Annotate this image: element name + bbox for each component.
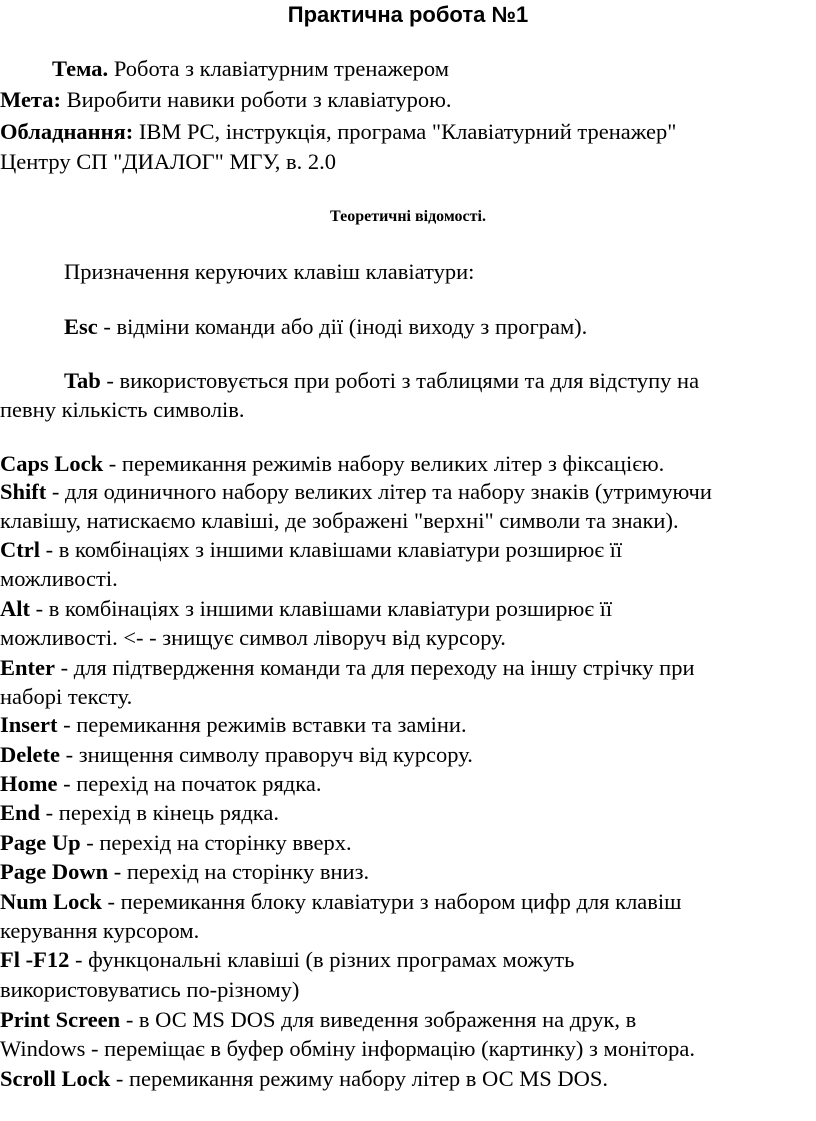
topic-line <box>52 55 449 83</box>
key-shift-cont: клавішу, натискаємо клавіші, де зображені "верхні" символи та знаки). <box>0 508 679 533</box>
key-alt-cont: можливості. <- - знищує символ ліворуч від курсору. <box>0 625 506 650</box>
equipment-line <box>0 118 676 146</box>
key-desc: - використовується при роботі з таблицями та для відступу на <box>100 368 700 393</box>
key-desc: - в комбінаціях з іншими клавішами клавіатури розширює її <box>30 596 613 621</box>
key-desc: - перехід в кінець рядка. <box>40 800 279 825</box>
key-function <box>0 946 574 974</box>
key-tab-cont: певну кількість символів. <box>0 397 245 422</box>
section-title-text: Теоретичні відомості. <box>330 208 486 225</box>
goal-text: Виробити навики роботи з клавіатурою. <box>61 87 452 112</box>
topic-text: Робота з клавіатурним тренажером <box>108 56 449 81</box>
key-alt <box>0 595 612 623</box>
key-num-lock-cont: керування курсором. <box>0 918 200 943</box>
key-name: Ctrl <box>0 537 40 562</box>
key-ctrl <box>0 536 622 564</box>
key-scroll-lock <box>0 1065 608 1093</box>
key-name: Fl -F12 <box>0 947 70 972</box>
page-title: Практична робота №1 <box>287 2 529 27</box>
key-name: Num Lock <box>0 889 102 914</box>
key-desc: - перехід на сторінку вверх. <box>80 830 352 855</box>
key-esc <box>64 313 587 341</box>
key-tab <box>64 367 699 395</box>
key-name: Page Up <box>0 830 81 855</box>
key-name: Tab <box>64 368 101 393</box>
key-delete <box>0 741 473 769</box>
key-desc: - для підтвердження команди та для переходу на іншу стрічку при <box>55 655 695 680</box>
key-caps <box>0 450 664 478</box>
key-desc: - в ОС MS DOS для виведення зображення на друк, в <box>120 1007 637 1032</box>
key-name: Caps Lock <box>0 451 104 476</box>
key-desc: - перехід на початок рядка. <box>57 771 322 796</box>
key-desc: - перехід на сторінку вниз. <box>108 859 370 884</box>
intro-text: Призначення керуючих клавіш клавіатури: <box>64 259 475 284</box>
key-name: Esc <box>64 314 98 339</box>
key-desc: - функцональні клавіші (в різних програмах можуть <box>69 947 575 972</box>
key-enter <box>0 654 695 682</box>
key-name: End <box>0 800 41 825</box>
key-name: Insert <box>0 712 58 737</box>
topic-label: Тема. <box>52 56 109 81</box>
key-name: Home <box>0 771 58 796</box>
goal-label: Мета: <box>0 87 61 112</box>
key-name: Enter <box>0 655 55 680</box>
key-desc: - перемикання блоку клавіатури з набором цифр для клавіш <box>101 889 682 914</box>
key-desc: - перемикання режимів вставки та заміни. <box>57 712 467 737</box>
key-print-screen <box>0 1006 636 1034</box>
key-name: Print Screen <box>0 1007 121 1032</box>
equipment-text: IBM PC, інструкція, програма "Клавіатурний тренажер" <box>133 119 677 144</box>
key-home <box>0 770 321 798</box>
key-end <box>0 799 279 827</box>
key-name: Alt <box>0 596 30 621</box>
key-desc: - відміни команди або дії (іноді виходу з програм). <box>97 314 588 339</box>
key-page-down <box>0 858 369 886</box>
key-desc: - перемикання режиму набору літер в ОС MS DOS. <box>110 1066 608 1091</box>
key-print-screen-cont: Windows - переміщає в буфер обміну інформацію (картинку) з монітора. <box>0 1036 695 1061</box>
key-name: Shift <box>0 479 47 504</box>
key-page-up <box>0 829 352 857</box>
key-shift <box>0 478 712 506</box>
key-desc: - в комбінаціях з іншими клавішами клавіатури розширює її <box>39 537 623 562</box>
key-desc: - знищення символу праворуч від курсору. <box>59 742 473 767</box>
goal-line <box>0 86 452 114</box>
key-num-lock <box>0 888 682 916</box>
key-name: Scroll Lock <box>0 1066 111 1091</box>
key-function-cont: використовуватись по-різному) <box>0 977 300 1002</box>
key-desc: - для одиничного набору великих літер та набору знаків (утримуючи <box>46 479 712 504</box>
section-title <box>0 203 816 231</box>
key-name: Page Down <box>0 859 109 884</box>
key-enter-cont: наборі тексту. <box>0 684 133 709</box>
equipment-line-2: Центру СП "ДИАЛОГ" МГУ, в. 2.0 <box>0 149 336 174</box>
key-ctrl-cont: можливості. <box>0 566 118 591</box>
key-name: Delete <box>0 742 60 767</box>
equipment-label: Обладнання: <box>0 119 134 144</box>
key-desc: - перемикання режимів набору великих літер з фіксацією. <box>103 451 665 476</box>
key-insert <box>0 711 467 739</box>
